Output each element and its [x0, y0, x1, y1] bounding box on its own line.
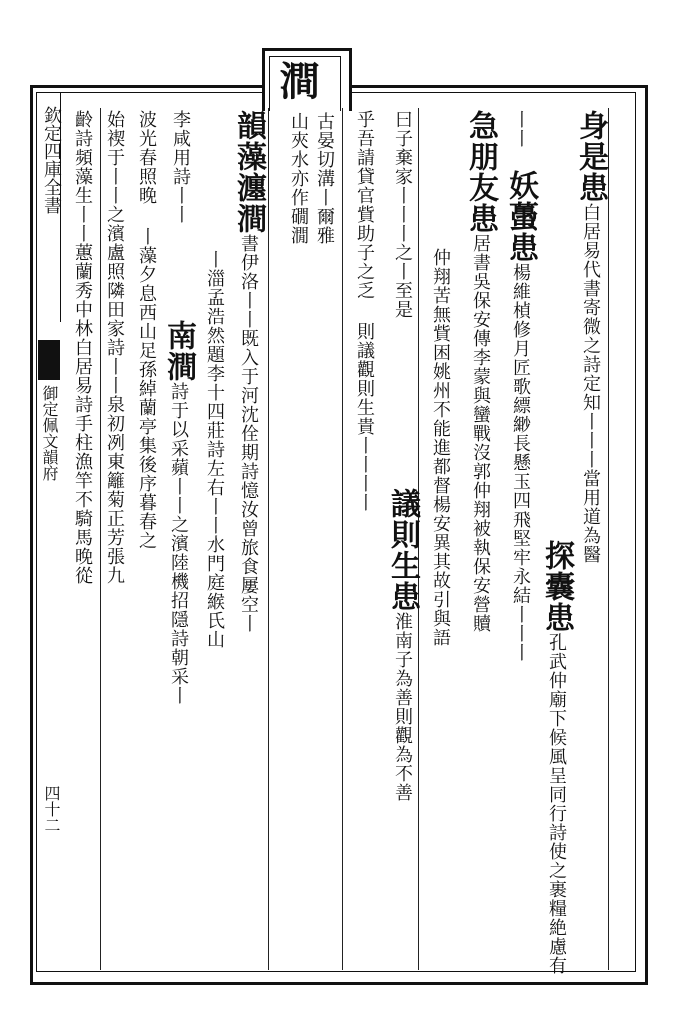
text-column: [162, 110, 198, 224]
text-column: [502, 110, 538, 148]
entry-text: 李咸用詩丨丨: [170, 110, 191, 224]
heading-char: 澗: [273, 60, 320, 101]
entry-text: 波光春照晚 丨藻夕息西山足孫綽蘭亭集後序暮春之: [136, 110, 157, 550]
entry-text: 書伊洛丨丨既入于河沈佺期詩憶汝曾旅食屢空丨: [238, 234, 259, 633]
text-column: [538, 540, 574, 975]
entry-text: 居書吳保安傳李蒙與蠻戰沒郭仲翔被執保安營贖: [470, 234, 491, 633]
entry-text: 仲翔苦無貲困姚州不能進都督楊安異其故引與語: [430, 248, 451, 647]
entry-headword: 急朋友患: [463, 110, 498, 234]
entry-text: 淮南子為善則觀為不善: [392, 612, 413, 802]
entry-text: 古晏切溝丨爾雅: [314, 112, 335, 245]
margin-header-text: 欽定四庫全書: [41, 106, 62, 214]
entry-text: 山夾水亦作礀㵎: [288, 112, 309, 245]
entry-text: 楊維楨修月匠歌縹緲長懸玉四飛堅牢永結丨丨丨: [510, 263, 531, 662]
entry-text: 丨湽孟浩然題李十四莊詩左右丨丨水門庭緱氏山: [204, 250, 225, 649]
entry-headword: 身是患: [573, 110, 608, 203]
text-column: [64, 110, 100, 585]
column-rule: [342, 108, 343, 970]
text-column: [346, 110, 382, 512]
entry-text: 丨丨: [510, 110, 531, 148]
text-column: [502, 170, 538, 662]
page-number: 四十二: [42, 785, 61, 833]
text-column: [572, 110, 608, 564]
entry-text: 始禊于丨丨之濱盧照隣田家詩丨丨泉初冽東籬菊正芳張九: [104, 110, 125, 585]
text-column: [160, 320, 196, 705]
column-rule: [608, 108, 609, 970]
text-column: [306, 112, 342, 245]
text-column: [196, 250, 232, 649]
text-column: [384, 110, 420, 319]
entry-headword: 妖蠆患: [503, 170, 538, 263]
text-column: [462, 110, 498, 633]
entry-text: 孔武仲廟下候風呈同行詩使之裹糧絶慮有: [546, 633, 567, 975]
text-column: [230, 110, 266, 633]
entry-headword: 探囊患: [539, 540, 574, 633]
entry-headword: 議則生患: [385, 488, 420, 612]
entry-text: 白居易代書寄微之詩定知丨丨丨當用道為醫: [580, 203, 601, 564]
entry-text: 齡詩頻藻生丨丨蕙蘭秀中林白居易詩手柱漁竿不騎馬晚從: [72, 110, 93, 585]
entry-headword: 南澗: [161, 320, 196, 382]
text-column: [384, 488, 420, 802]
entry-headword: 韻藻瀍澗: [231, 110, 266, 234]
entry-text: 詩于以采蘋丨丨之濱陸機招隱詩朝采丨: [168, 382, 189, 705]
book-title-text: 御定佩文韻府: [40, 385, 59, 481]
text-column: [128, 110, 164, 550]
fishtail-block: [38, 340, 60, 380]
entry-text: 乎吾請貸官貲助子之乏 則議觀則生貴丨丨丨丨: [354, 110, 375, 512]
column-rule: [268, 108, 269, 970]
text-column: [422, 248, 458, 647]
margin-book-title: [38, 385, 60, 555]
entry-text: 曰子棄家丨丨丨之丨至是: [392, 110, 413, 319]
text-column: [96, 110, 132, 585]
margin-header: [38, 92, 61, 322]
